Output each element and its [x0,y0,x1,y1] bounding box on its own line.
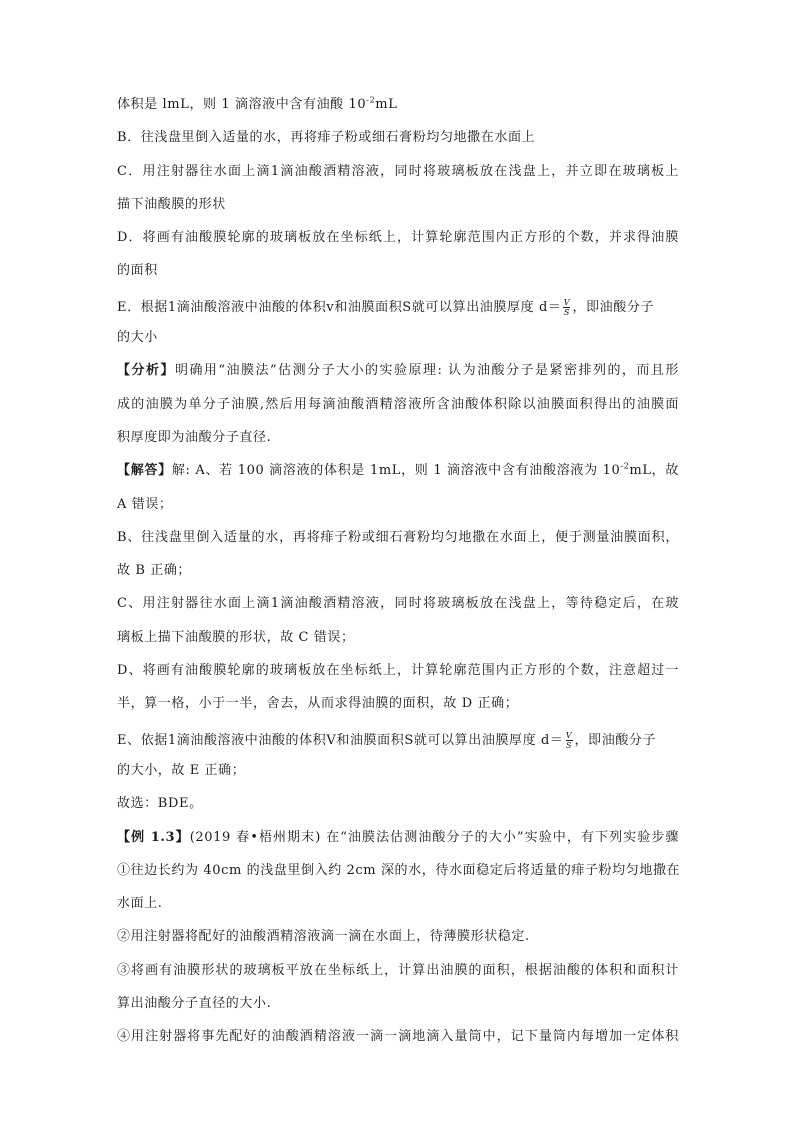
document-page [117,97,679,1063]
answer-line: 故选：BDE。 [117,796,203,812]
text-line: 故 B 正确； [117,563,192,579]
text-line: D、将画有油酸膜轮廓的玻璃板放在坐标纸上，计算轮廓范围内正方形的个数，注意超过一 [117,663,679,679]
text-line: 成的油膜为单分子油膜,然后用每滴油酸酒精溶液所含油酸体积除以油膜面积得出的油膜面 [117,396,679,412]
fraction-v-over-s: $\frac{V}{S}$ [565,730,573,750]
step-2: ②用注射器将配好的油酸酒精溶液滴一滴在水面上，待薄膜形状稳定. [117,929,530,945]
fraction-v-over-s: $\frac{V}{S}$ [563,297,571,317]
option-c: C．用注射器往水面上滴1滴油酸酒精溶液，同时将玻璃板放在浅盘上，并立即在玻璃板上 [117,163,679,179]
text-line: 水面上. [117,896,163,912]
text-line: 描下油酸膜的形状 [117,196,226,212]
option-b: B．往浅盘里倒入适量的水，再将痱子粉或细石膏粉均匀地撒在水面上 [117,130,536,146]
text-line: 半，算一格，小于一半，舍去，从而求得油膜的面积，故 D 正确； [117,696,519,712]
text-line: 的面积 [117,263,158,279]
text-line: 算出油酸分子直径的大小. [117,996,272,1012]
solution-heading: 【解答】解: A、若 100 滴溶液的体积是 1mL，则 1 滴溶液中含有油酸溶液为 $10^{-2}mL$，故 [117,461,679,479]
text-line: C、用注射器往水面上滴1滴油酸酒精溶液，同时将玻璃板放在浅盘上，等待稳定后，在玻 [117,596,679,612]
text-line: A 错误； [117,496,173,512]
option-e: E．根据1滴油酸溶液中油酸的体积v和油膜面积S就可以算出油膜厚度 d＝ $\frac{V}{S}$ ，即油酸分子 [117,297,655,317]
step-4: ④用注射器将事先配好的油酸酒精溶液一滴一滴地滴入量筒中，记下量筒内每增加一定体积 [117,1029,679,1045]
text-line: 的大小 [117,330,158,346]
step-3: ③将画有油膜形状的玻璃板平放在坐标纸上，计算出油膜的面积，根据油酸的体积和面积计 [117,962,679,978]
option-d: D．将画有油酸膜轮廓的玻璃板放在坐标纸上，计算轮廓范围内正方形的个数，并求得油膜 [117,230,679,246]
text-line: 的大小，故 E 正确； [117,762,246,778]
step-1: ①往边长约为 40cm 的浅盘里倒入约 2cm 深的水，待水面稳定后将适量的痱子粉均匀地撒在 [117,862,681,878]
text-line: B、往浅盘里倒入适量的水，再将痱子粉或细石膏粉均匀地撒在水面上，便于测量油膜面积， [117,529,679,545]
example-heading: 【例 1.3】(2019 春•梧州期末) 在“油膜法估测油酸分子的大小”实验中，有下列实验步骤 [117,829,680,845]
text-line: 积厚度即为油酸分子直径. [117,429,272,445]
text-line: 璃板上描下油酸膜的形状，故 C 错误； [117,629,355,645]
analysis-heading: 【分析】明确用“油膜法”估测分子大小的实验原理: 认为油酸分子是紧密排列的，而且形 [117,363,679,379]
text-line: 体积是 lmL，则 1 滴溶液中含有油酸 $10^{-2}mL$ [117,95,398,112]
text-line: E、依据1滴油酸溶液中油酸的体积V和油膜面积S就可以算出油膜厚度 d＝ $\frac{V}{S}$ ，即油酸分子 [117,730,657,750]
